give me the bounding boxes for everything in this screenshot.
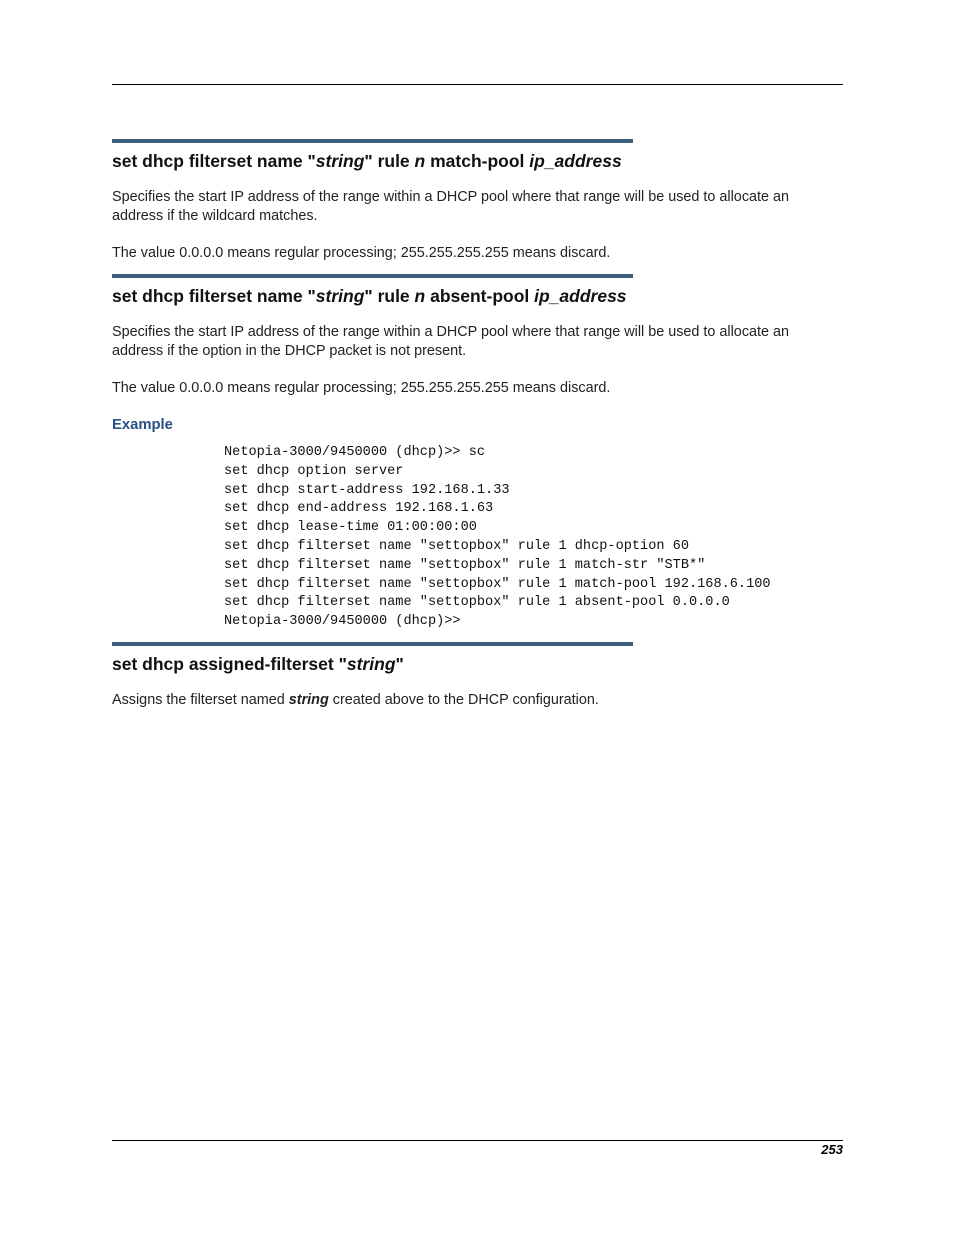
code-line: set dhcp end-address 192.168.1.63 [224,501,494,517]
section-bar [112,274,633,278]
code-line: set dhcp filterset name "settopbox" rule 1 dhcp-option 60 [224,538,689,554]
code-line: set dhcp filterset name "settopbox" rule 1 match-str "STB*" [224,557,706,573]
code-line: set dhcp option server [224,463,404,479]
section-bar [112,642,633,646]
description-paragraph [112,691,843,710]
page-number: 253 [821,1142,843,1157]
section-bar [112,139,633,143]
value-paragraph: The value 0.0.0.0 means regular processing; 255.255.255.255 means discard. [112,380,611,396]
description-paragraph: Specifies the start IP address of the range within a DHCP pool where that range will be used to allocate an address if the wildcard matches. [112,189,790,224]
description-paragraph: Specifies the start IP address of the range within a DHCP pool where that range will be used to allocate an address if the option in the DHCP packet is not present. [112,324,790,359]
section-match-pool [112,139,843,263]
example-label: Example [112,417,173,433]
section-heading: set dhcp filterset name "string" rule n match-pool ip_address [112,151,622,171]
emphasis-text: string [288,692,329,708]
value-paragraph: The value 0.0.0.0 means regular processing; 255.255.255.255 means discard. [112,245,611,261]
section-absent-pool [112,274,843,398]
section-assigned-filterset [112,642,843,710]
code-line: set dhcp lease-time 01:00:00:00 [224,520,477,536]
code-line: Netopia-3000/9450000 (dhcp)>> [224,614,461,630]
code-line: set dhcp filterset name "settopbox" rule 1 absent-pool 0.0.0.0 [224,595,730,611]
paragraph-text: Assigns the filterset named [112,692,289,708]
code-example [224,444,771,632]
footer-rule [112,1140,843,1141]
section-heading: set dhcp filterset name "string" rule n absent-pool ip_address [112,286,627,306]
code-line: set dhcp filterset name "settopbox" rule 1 match-pool 192.168.6.100 [224,576,771,592]
code-line: set dhcp start-address 192.168.1.33 [224,482,510,498]
paragraph-text: created above to the DHCP configuration. [328,692,599,708]
section-heading: set dhcp assigned-filterset "string" [112,654,404,674]
code-line: Netopia-3000/9450000 (dhcp)>> sc [224,445,486,460]
header-rule [112,84,843,85]
